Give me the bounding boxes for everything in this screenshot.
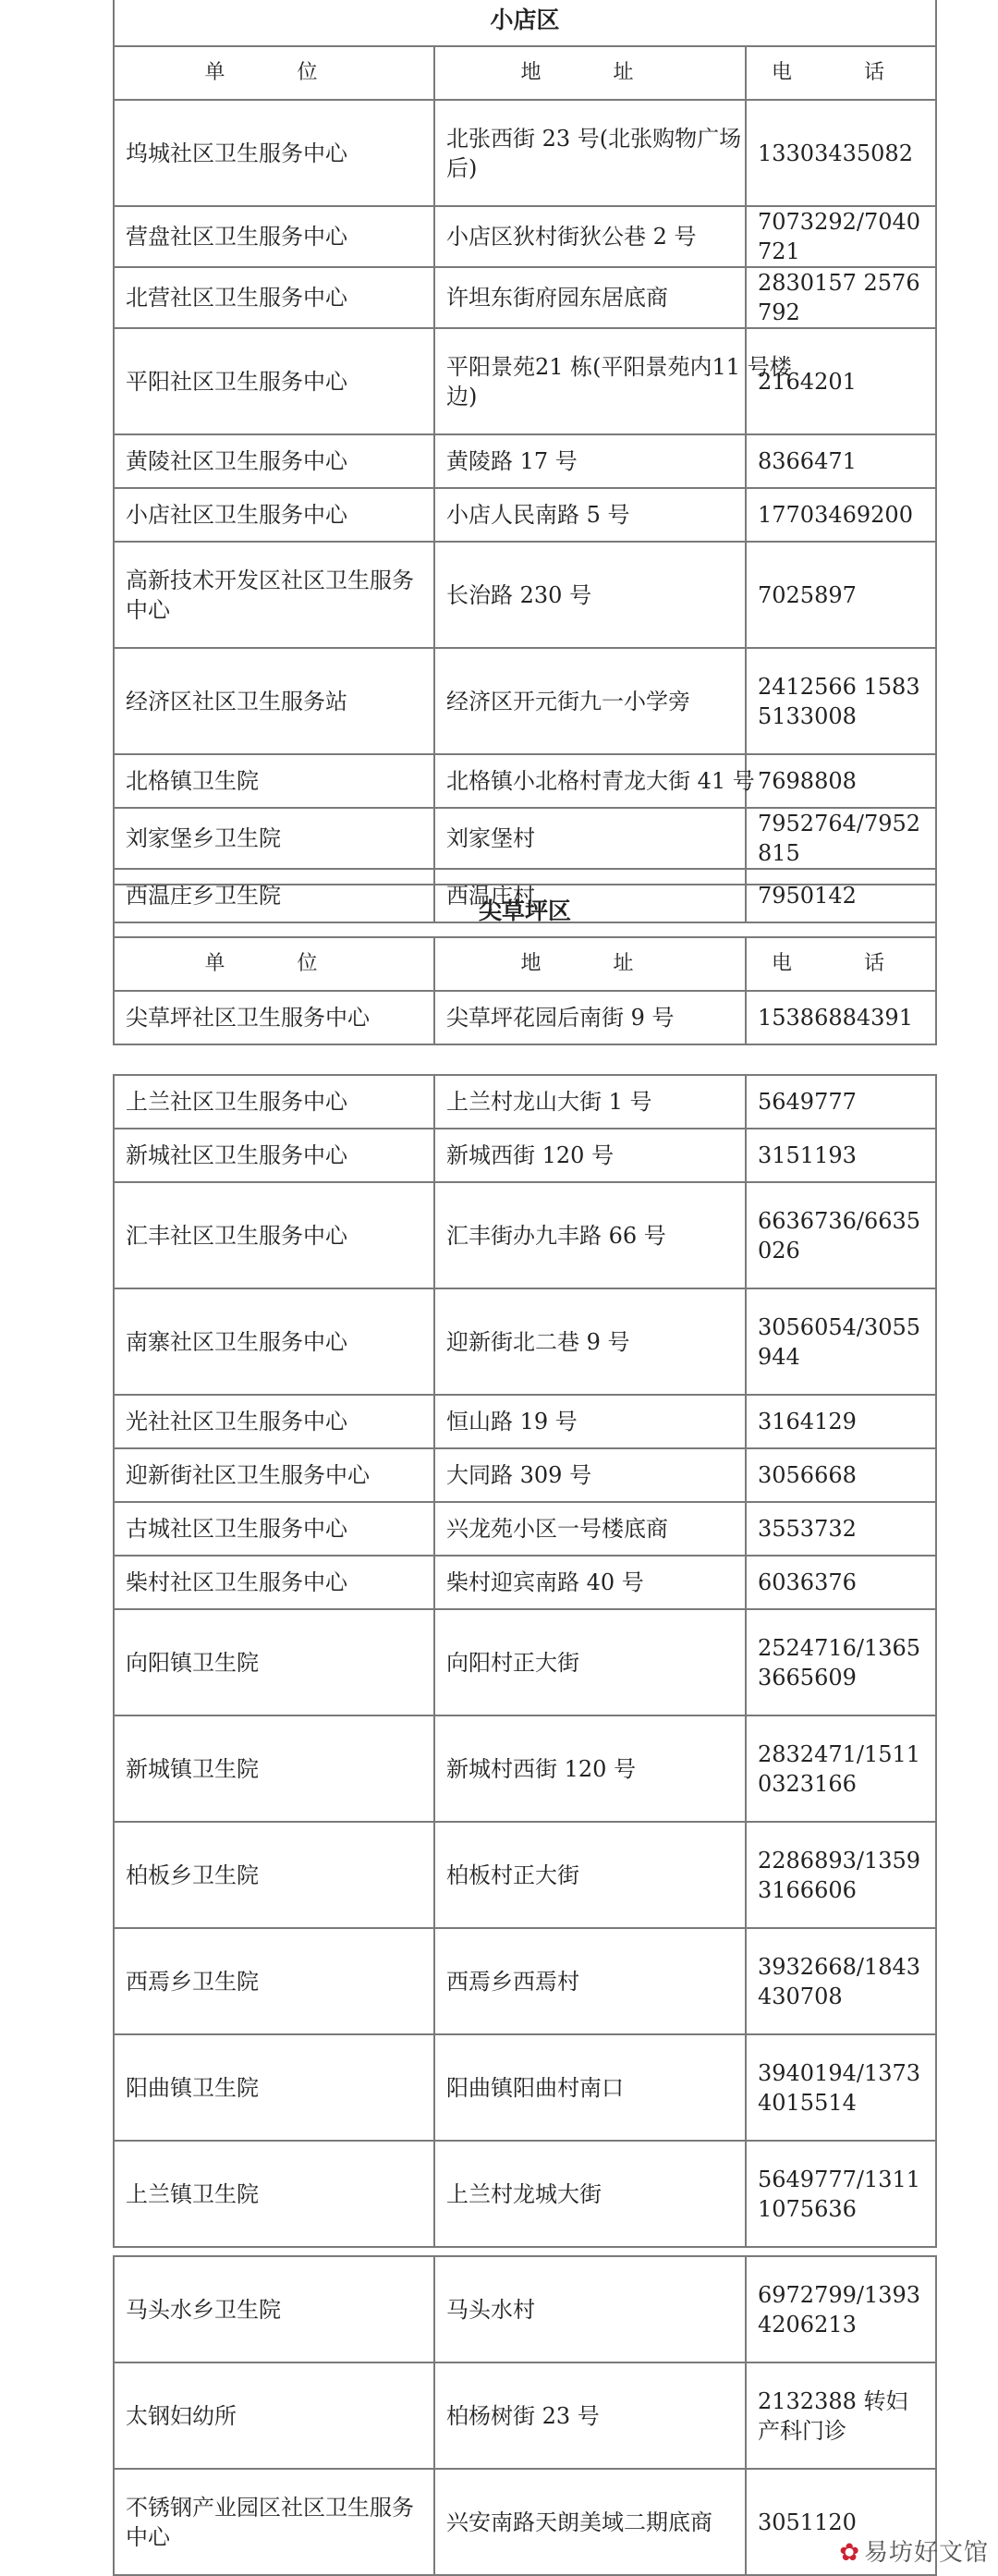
cell-unit: 黄陵社区卫生服务中心 xyxy=(114,434,434,488)
table-row xyxy=(114,542,936,648)
cell-unit: 尖草坪社区卫生服务中心 xyxy=(114,991,434,1044)
cell-phone: 7025897 xyxy=(746,542,936,648)
header-phone: 电 话 xyxy=(746,46,936,100)
cell-unit: 刘家堡乡卫生院 xyxy=(114,808,434,869)
cell-phone: 13303435082 xyxy=(746,100,936,206)
address-line: 黄陵路 17 号 xyxy=(446,448,578,474)
cell-address xyxy=(434,1448,746,1502)
cell-phone: 7950142 xyxy=(746,869,936,922)
table-row xyxy=(114,2034,936,2141)
cell-phone: 2164201 xyxy=(746,328,936,434)
cell-phone: 3940194/13734015514 xyxy=(746,2034,936,2141)
address-line: 兴安南路天朗美域二期底商 xyxy=(446,2509,712,2535)
cell-phone: 3056668 xyxy=(746,1448,936,1502)
cell-address xyxy=(434,754,755,808)
cell-phone: 2524716/13653665609 xyxy=(746,1609,936,1715)
cell-phone: 2412566 15835133008 xyxy=(746,648,936,754)
table-continued-2 xyxy=(113,2255,937,2576)
address-line: 边) xyxy=(446,383,478,409)
address-line: 经济区开元街九一小学旁 xyxy=(446,688,690,714)
header-address: 地 址 xyxy=(434,937,746,991)
cell-address xyxy=(434,1715,746,1822)
table-row xyxy=(114,1395,936,1448)
cell-unit: 柴村社区卫生服务中心 xyxy=(114,1556,434,1609)
cell-phone: 7698808 xyxy=(746,754,936,808)
cell-address xyxy=(434,206,746,267)
address-line: 西温庄村 xyxy=(446,883,535,909)
address-line: 北张西街 23 号(北张购物广场 xyxy=(446,125,742,152)
cell-unit: 阳曲镇卫生院 xyxy=(114,2034,434,2141)
cell-unit: 南寨社区卫生服务中心 xyxy=(114,1288,434,1395)
header-unit: 单 位 xyxy=(114,937,434,991)
address-line: 小店区狄村街狄公巷 2 号 xyxy=(446,224,697,250)
address-line: 汇丰街办九丰路 66 号 xyxy=(446,1222,666,1249)
cell-phone: 5649777/13111075636 xyxy=(746,2141,936,2247)
address-line: 后) xyxy=(446,154,478,181)
cell-unit: 平阳社区卫生服务中心 xyxy=(114,328,434,434)
cell-unit: 西温庄乡卫生院 xyxy=(114,869,434,922)
header-row xyxy=(114,46,936,100)
cell-address xyxy=(434,1502,746,1556)
table-row xyxy=(114,1129,936,1182)
cell-unit: 小店社区卫生服务中心 xyxy=(114,488,434,542)
cell-unit: 古城社区卫生服务中心 xyxy=(114,1502,434,1556)
address-line: 阳曲镇阳曲村南口 xyxy=(446,2074,624,2101)
watermark-logo-icon: ✿ xyxy=(839,2539,860,2567)
cell-phone: 6036376 xyxy=(746,1556,936,1609)
address-line: 长治路 230 号 xyxy=(446,581,592,608)
cell-phone: 5649777 xyxy=(746,1075,936,1129)
cell-phone: 3151193 xyxy=(746,1129,936,1182)
address-line: 马头水村 xyxy=(446,2296,535,2323)
cell-phone: 2830157 2576792 xyxy=(746,267,936,328)
cell-address xyxy=(434,2362,746,2469)
header-row xyxy=(114,937,936,991)
cell-address xyxy=(434,1129,746,1182)
table-row xyxy=(114,1556,936,1609)
cell-address xyxy=(434,1556,746,1609)
cell-address xyxy=(434,434,746,488)
cell-unit: 马头水乡卫生院 xyxy=(114,2256,434,2362)
cell-unit: 高新技术开发区社区卫生服务中心 xyxy=(114,542,434,648)
cell-address xyxy=(434,2034,746,2141)
cell-address xyxy=(434,991,746,1044)
cell-unit: 北营社区卫生服务中心 xyxy=(114,267,434,328)
table-xiaodian xyxy=(113,0,937,923)
district-title: 小店区 xyxy=(114,0,936,46)
table-row xyxy=(114,1182,936,1288)
address-line: 许坦东街府园东居底商 xyxy=(446,285,668,311)
table-row xyxy=(114,2362,936,2469)
address-line: 恒山路 19 号 xyxy=(446,1409,578,1435)
table-jiancaoping xyxy=(113,884,937,1045)
cell-address xyxy=(434,1288,746,1395)
table-row xyxy=(114,434,936,488)
cell-address xyxy=(434,267,746,328)
cell-address xyxy=(434,488,746,542)
cell-phone: 8366471 xyxy=(746,434,936,488)
cell-address xyxy=(434,1609,746,1715)
cell-phone: 2286893/13593166606 xyxy=(746,1822,936,1928)
table-row xyxy=(114,267,936,328)
header-unit: 单 位 xyxy=(114,46,434,100)
address-line: 北格镇小北格村青龙大街 41 号 xyxy=(446,768,755,794)
address-line: 柏板村正大街 xyxy=(446,1862,579,1888)
table-row xyxy=(114,1288,936,1395)
cell-phone: 3553732 xyxy=(746,1502,936,1556)
cell-address xyxy=(434,100,746,206)
cell-unit: 不锈钢产业园区社区卫生服务中心 xyxy=(114,2469,434,2575)
table-row xyxy=(114,2469,936,2575)
table-row xyxy=(114,648,936,754)
table-row xyxy=(114,1609,936,1715)
district-row xyxy=(114,885,936,937)
table-row xyxy=(114,1448,936,1502)
table-row xyxy=(114,991,936,1044)
header-phone: 电 话 xyxy=(746,937,936,991)
address-line: 上兰村龙城大街 xyxy=(446,2180,602,2207)
cell-phone: 15386884391 xyxy=(746,991,936,1044)
table-row xyxy=(114,1075,936,1129)
table-row xyxy=(114,206,936,267)
cell-unit: 营盘社区卫生服务中心 xyxy=(114,206,434,267)
cell-unit: 西焉乡卫生院 xyxy=(114,1928,434,2034)
address-line: 新城村西街 120 号 xyxy=(446,1755,637,1782)
cell-address xyxy=(434,1395,746,1448)
address-line: 上兰村龙山大街 1 号 xyxy=(446,1089,652,1115)
address-line: 西焉乡西焉村 xyxy=(446,1968,579,1995)
cell-phone: 3164129 xyxy=(746,1395,936,1448)
table-row xyxy=(114,1822,936,1928)
address-line: 大同路 309 号 xyxy=(446,1462,592,1488)
cell-phone: 7952764/7952815 xyxy=(746,808,936,869)
watermark-text: 易坊好文馆 xyxy=(863,2539,989,2567)
cell-phone: 7073292/7040721 xyxy=(746,206,936,267)
address-line: 平阳景苑21 栋(平阳景苑内11 号楼 xyxy=(446,353,792,380)
header-address: 地 址 xyxy=(434,46,746,100)
cell-unit: 新城社区卫生服务中心 xyxy=(114,1129,434,1182)
table-row xyxy=(114,1715,936,1822)
address-line: 刘家堡村 xyxy=(446,825,535,851)
cell-address xyxy=(434,2141,746,2247)
table-row xyxy=(114,2141,936,2247)
table-row xyxy=(114,1502,936,1556)
table-row xyxy=(114,1928,936,2034)
cell-address xyxy=(434,2256,746,2362)
cell-unit: 光社社区卫生服务中心 xyxy=(114,1395,434,1448)
address-line: 新城西街 120 号 xyxy=(446,1142,615,1168)
cell-address xyxy=(434,1928,746,2034)
cell-address xyxy=(434,1182,746,1288)
cell-address xyxy=(434,648,746,754)
cell-phone: 17703469200 xyxy=(746,488,936,542)
watermark xyxy=(839,2533,989,2568)
cell-unit: 迎新街社区卫生服务中心 xyxy=(114,1448,434,1502)
cell-unit: 北格镇卫生院 xyxy=(114,754,434,808)
cell-unit: 上兰镇卫生院 xyxy=(114,2141,434,2247)
address-line: 尖草坪花园后南街 9 号 xyxy=(446,1005,675,1031)
cell-unit: 坞城社区卫生服务中心 xyxy=(114,100,434,206)
cell-address xyxy=(434,1075,746,1129)
cell-unit: 新城镇卫生院 xyxy=(114,1715,434,1822)
address-line: 兴龙苑小区一号楼底商 xyxy=(446,1516,668,1542)
cell-address xyxy=(434,328,792,434)
table-row xyxy=(114,808,936,869)
address-line: 柴村迎宾南路 40 号 xyxy=(446,1569,644,1595)
cell-unit: 向阳镇卫生院 xyxy=(114,1609,434,1715)
address-line: 向阳村正大街 xyxy=(446,1649,579,1676)
cell-phone: 3056054/3055944 xyxy=(746,1288,936,1395)
table-row xyxy=(114,2256,936,2362)
cell-unit: 经济区社区卫生服务站 xyxy=(114,648,434,754)
cell-phone: 3932668/1843430708 xyxy=(746,1928,936,2034)
cell-unit: 太钢妇幼所 xyxy=(114,2362,434,2469)
cell-address xyxy=(434,1822,746,1928)
cell-phone: 3051120 xyxy=(746,2469,936,2575)
cell-phone: 6636736/6635026 xyxy=(746,1182,936,1288)
table-row xyxy=(114,754,936,808)
table-row xyxy=(114,488,936,542)
table-row xyxy=(114,328,936,434)
cell-unit: 柏板乡卫生院 xyxy=(114,1822,434,1928)
address-line: 小店人民南路 5 号 xyxy=(446,502,630,528)
cell-phone: 2132388 转妇产科门诊 xyxy=(746,2362,936,2469)
district-title: 尖草坪区 xyxy=(114,885,936,937)
cell-unit: 汇丰社区卫生服务中心 xyxy=(114,1182,434,1288)
address-line: 柏杨树街 23 号 xyxy=(446,2402,600,2429)
table-row xyxy=(114,100,936,206)
cell-address xyxy=(434,2469,746,2575)
table-continued xyxy=(113,1074,937,2248)
cell-address xyxy=(434,808,746,869)
cell-unit: 上兰社区卫生服务中心 xyxy=(114,1075,434,1129)
cell-phone: 2832471/15110323166 xyxy=(746,1715,936,1822)
cell-phone: 6972799/13934206213 xyxy=(746,2256,936,2362)
district-row xyxy=(114,0,936,46)
cell-address xyxy=(434,542,746,648)
address-line: 迎新街北二巷 9 号 xyxy=(446,1328,630,1355)
